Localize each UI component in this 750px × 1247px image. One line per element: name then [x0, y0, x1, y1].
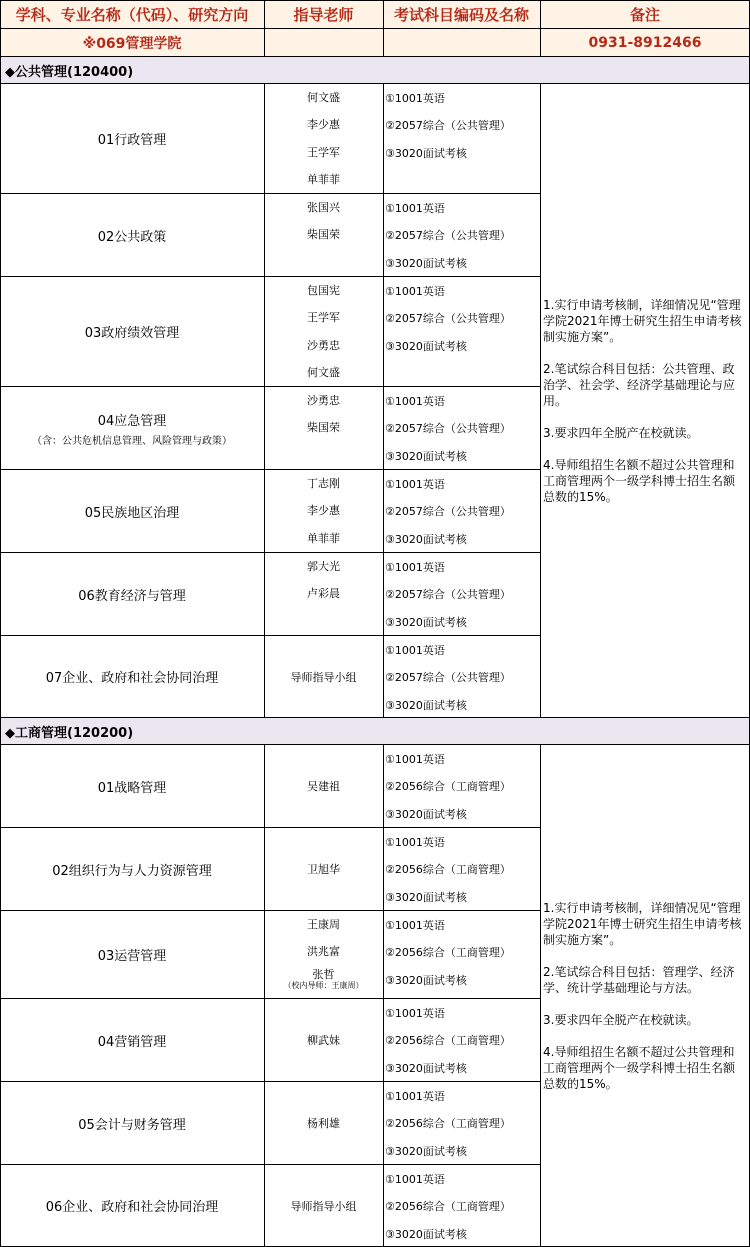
- advisor-text: 何文盛: [307, 366, 340, 380]
- table-row: [0, 911, 540, 999]
- exam-list: [383, 387, 540, 469]
- advisor-text: 洪兆富: [307, 945, 340, 959]
- advisor-text: 王学军: [307, 145, 340, 159]
- advisor-name: [264, 525, 383, 553]
- research-direction: [0, 745, 264, 827]
- remark-item: 1.实行申请考核制，详细情况见“管理学院2021年博士研究生招生申请考核制实施方案”。: [543, 900, 742, 947]
- advisor-list: [264, 194, 383, 276]
- exam-subject: ②2057综合（公共管理）: [385, 229, 511, 243]
- remarks-cell: [540, 84, 750, 718]
- direction-note: （含：公共危机信息管理、风险管理与政策）: [32, 435, 232, 447]
- remark-item: 3.要求四年全脱产在校就读。: [543, 425, 699, 440]
- header-major: 学科、专业名称（代码）、研究方向: [15, 6, 249, 24]
- direction-name: 04应急管理: [97, 413, 167, 429]
- advisor-name: [264, 911, 383, 939]
- advisor-name: 柳武妹: [307, 1034, 340, 1047]
- direction-name: 05会计与财务管理: [78, 1117, 186, 1133]
- table-row: [0, 1082, 540, 1165]
- advisor-name: 卫旭华: [307, 863, 340, 876]
- remark-item: 1.实行申请考核制，详细情况见“管理学院2021年博士研究生招生申请考核制实施方案”。: [543, 297, 742, 344]
- research-direction: [0, 1165, 264, 1246]
- table-row: [0, 470, 540, 553]
- table-row: [0, 277, 540, 387]
- advisor-text: 柴国荣: [307, 421, 340, 435]
- advisor-name: [264, 277, 383, 305]
- advisor-text: 王康周: [307, 917, 340, 931]
- advisor-name: [264, 939, 383, 967]
- advisor-name: [264, 966, 383, 994]
- advisor-name: [264, 387, 383, 415]
- research-direction: [0, 911, 264, 998]
- exam-list: [383, 999, 540, 1081]
- direction-name: 05民族地区治理: [84, 505, 180, 521]
- advisor-name: [264, 222, 383, 250]
- advisor-name: [264, 581, 383, 609]
- exam-subject: ①1001英语: [385, 284, 445, 298]
- header-advisor: 指导老师: [293, 6, 354, 24]
- exam-subject: ②2057综合（公共管理）: [385, 312, 511, 326]
- advisor-text: 何文盛: [307, 90, 340, 104]
- exam-subject: ②2057综合（公共管理）: [385, 422, 511, 436]
- table-row: [0, 553, 540, 636]
- advisor-text: 张国兴: [307, 200, 340, 214]
- direction-name: 02公共政策: [97, 229, 167, 245]
- advisor-name: [264, 553, 383, 581]
- exam-subject: ②2057综合（公共管理）: [385, 588, 511, 602]
- exam-subject: ③3020面试考核: [385, 1227, 467, 1241]
- direction-name: 06企业、政府和社会协同治理: [45, 1200, 219, 1215]
- direction-name: 02组织行为与人力资源管理: [52, 863, 212, 879]
- exam-subject: ②2056综合（工商管理）: [385, 863, 511, 877]
- exam-subject: ②2057综合（公共管理）: [385, 505, 511, 519]
- exam-subject: ②2056综合（工商管理）: [385, 946, 511, 960]
- exam-subject: ②2057综合（公共管理）: [385, 119, 511, 133]
- advisor-name: [264, 415, 383, 443]
- exam-list: [383, 84, 540, 193]
- table-row: [0, 745, 540, 828]
- advisor-name: [264, 84, 383, 112]
- exam-subject: ③3020面试考核: [385, 1144, 467, 1158]
- direction-name: 03政府绩效管理: [84, 326, 180, 341]
- remark-item: 2.笔试综合科目包括：管理学、经济学、统计学基础理论与方法。: [543, 964, 735, 995]
- advisor-text: 丁志刚: [307, 476, 340, 490]
- table-row: [0, 1165, 540, 1247]
- exam-subject: ②2057综合（公共管理）: [385, 671, 511, 685]
- advisor-text: 包国宪: [307, 283, 340, 297]
- exam-subject: ③3020面试考核: [385, 807, 467, 821]
- exam-list: [383, 194, 540, 276]
- remark-item: 4.导师组招生名额不超过公共管理和工商管理两个一级学科博士招生名额总数的15%。: [543, 457, 736, 504]
- direction-name: 07企业、政府和社会协同治理: [45, 671, 219, 686]
- exam-subject: ③3020面试考核: [385, 1061, 467, 1075]
- exam-subject: ①1001英语: [385, 201, 445, 215]
- table-header: [0, 0, 750, 29]
- table-row: [0, 387, 540, 470]
- research-direction: [0, 553, 264, 635]
- research-direction: [0, 84, 264, 193]
- exam-subject: ③3020面试考核: [385, 615, 467, 629]
- exam-subject: ②2056综合（工商管理）: [385, 1200, 511, 1214]
- direction-name: 06教育经济与管理: [78, 588, 186, 604]
- exam-subject: ①1001英语: [385, 1172, 445, 1186]
- research-direction: [0, 1082, 264, 1164]
- exam-subject: ②2056综合（工商管理）: [385, 1117, 511, 1131]
- exam-subject: ①1001英语: [385, 560, 445, 574]
- exam-subject: ①1001英语: [385, 835, 445, 849]
- advisor-text: 单菲菲: [307, 531, 340, 545]
- advisor-text: 卢彩晨: [307, 587, 340, 601]
- advisor-text: 李少惠: [307, 118, 340, 132]
- advisor-name: [264, 332, 383, 360]
- table-row: [0, 636, 540, 718]
- direction-name: 01战略管理: [97, 780, 167, 796]
- exam-subject: ①1001英语: [385, 1006, 445, 1020]
- exam-list: [383, 911, 540, 998]
- direction-name: 01行政管理: [97, 133, 167, 148]
- advisor-note: （校内导师：王康周）: [283, 981, 364, 991]
- advisor-list: [264, 387, 383, 469]
- advisor-name: [264, 139, 383, 167]
- section-title: ◆工商管理(120200): [0, 718, 750, 745]
- research-direction: [0, 470, 264, 552]
- school-row: [0, 29, 750, 57]
- exam-subject: ①1001英语: [385, 918, 445, 932]
- advisor-list: [264, 277, 383, 386]
- research-direction: [0, 828, 264, 910]
- exam-subject: ①1001英语: [385, 1089, 445, 1103]
- advisor-text: 郭大光: [307, 559, 340, 573]
- exam-subject: ③3020面试考核: [385, 449, 467, 463]
- advisor-name: 吴建祖: [307, 780, 340, 793]
- section-public-admin: [0, 84, 750, 718]
- advisor-text: 沙勇忠: [307, 393, 340, 407]
- remark-item: 3.要求四年全脱产在校就读。: [543, 1012, 699, 1027]
- exam-list: [383, 636, 540, 717]
- exam-list: [383, 828, 540, 910]
- advisor-text: 李少惠: [307, 504, 340, 518]
- exam-subject: ③3020面试考核: [385, 339, 467, 353]
- exam-subject: ①1001英语: [385, 643, 445, 657]
- exam-subject: ①1001英语: [385, 752, 445, 766]
- advisor-name: [264, 305, 383, 333]
- exam-subject: ①1001英语: [385, 91, 445, 105]
- advisor-list: [264, 470, 383, 552]
- exam-subject: ③3020面试考核: [385, 532, 467, 546]
- exam-list: [383, 1082, 540, 1164]
- exam-subject: ②2056综合（工商管理）: [385, 1034, 511, 1048]
- table-row: [0, 84, 540, 194]
- advisor-name: [264, 498, 383, 526]
- school-phone: 0931-8912466: [588, 34, 702, 51]
- advisor-text: 张哲: [312, 968, 335, 982]
- exam-subject: ①1001英语: [385, 394, 445, 408]
- table-row: [0, 999, 540, 1082]
- advisor-name: 杨利雄: [307, 1117, 340, 1130]
- exam-list: [383, 277, 540, 386]
- advisor-text: 柴国荣: [307, 228, 340, 242]
- exam-list: [383, 745, 540, 827]
- exam-subject: ③3020面试考核: [385, 973, 467, 987]
- section-business-admin: [0, 745, 750, 1247]
- research-direction: [0, 387, 264, 469]
- advisor-list: [264, 553, 383, 635]
- table-row: [0, 194, 540, 277]
- advisor-name: [264, 112, 383, 140]
- advisor-name: [264, 194, 383, 222]
- exam-subject: ③3020面试考核: [385, 256, 467, 270]
- research-direction: [0, 277, 264, 386]
- advisor-name: [264, 360, 383, 388]
- exam-list: [383, 1165, 540, 1246]
- advisor-name: [264, 167, 383, 195]
- school-name: ※069管理学院: [82, 35, 182, 52]
- direction-name: 04营销管理: [97, 1034, 167, 1050]
- exam-subject: ①1001英语: [385, 477, 445, 491]
- header-remarks: 备注: [629, 6, 660, 24]
- remark-item: 2.笔试综合科目包括：公共管理、政治学、社会学、经济学基础理论与应用。: [543, 361, 736, 408]
- remark-item: 4.导师组招生名额不超过公共管理和工商管理两个一级学科博士招生名额总数的15%。: [543, 1044, 736, 1091]
- table-row: [0, 828, 540, 911]
- advisor-text: 沙勇忠: [307, 338, 340, 352]
- header-exam: 考试科目编码及名称: [393, 6, 529, 24]
- advisor-list: [264, 911, 383, 998]
- research-direction: [0, 999, 264, 1081]
- exam-subject: ③3020面试考核: [385, 146, 467, 160]
- section-title: ◆公共管理(120400): [0, 57, 750, 84]
- research-direction: [0, 636, 264, 717]
- exam-list: [383, 470, 540, 552]
- advisor-text: 王学军: [307, 311, 340, 325]
- advisor-name: 导师指导小组: [290, 670, 357, 684]
- direction-name: 03运营管理: [97, 949, 167, 964]
- remarks-cell: [540, 745, 750, 1247]
- advisor-name: 导师指导小组: [290, 1199, 357, 1213]
- advisor-text: 单菲菲: [307, 173, 340, 187]
- exam-subject: ②2056综合（工商管理）: [385, 780, 511, 794]
- exam-subject: ③3020面试考核: [385, 698, 467, 712]
- exam-list: [383, 553, 540, 635]
- exam-subject: ③3020面试考核: [385, 890, 467, 904]
- advisor-list: [264, 84, 383, 193]
- advisor-name: [264, 470, 383, 498]
- research-direction: [0, 194, 264, 276]
